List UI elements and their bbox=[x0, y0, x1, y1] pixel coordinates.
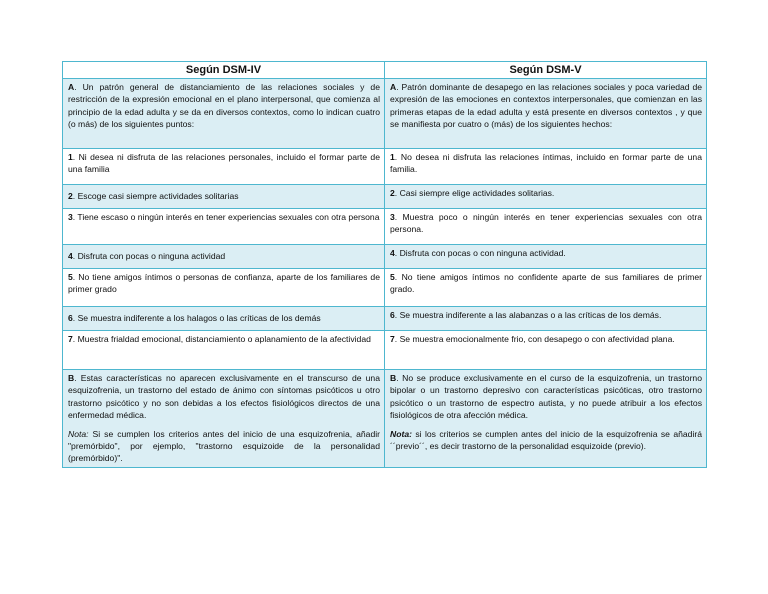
criterion-cell-dsm-v: 3. Muestra poco o ningún interés en tener experiencias sexuales con otra persona. bbox=[385, 209, 707, 245]
header-dsm-iv: Según DSM-IV bbox=[63, 62, 385, 79]
criterion-cell-dsm-iv: 5. No tiene amigos íntimos o personas de confianza, aparte de los familiares de primer grado bbox=[63, 269, 385, 307]
criterion-cell-dsm-iv: 3. Tiene escaso o ningún interés en tener experiencias sexuales con otra persona bbox=[63, 209, 385, 245]
criterion-cell-dsm-v: 5. No tiene amigos íntimos no confidente aparte de sus familiares de primer grado. bbox=[385, 269, 707, 307]
criterion-cell-dsm-iv: 6. Se muestra indiferente a los halagos o las críticas de los demás bbox=[63, 307, 385, 331]
table-row bbox=[63, 185, 707, 209]
criterion-cell-dsm-iv: 4. Disfruta con pocas o ninguna actividad bbox=[63, 245, 385, 269]
header-dsm-v: Según DSM-V bbox=[385, 62, 707, 79]
table-row bbox=[63, 209, 707, 245]
table-row bbox=[63, 331, 707, 370]
criterion-cell-dsm-iv: A. Un patrón general de distanciamiento de las relaciones sociales y de restricción de la expresión emocional en el plano interpersonal, que comienza al principio de la edad adulta y se da en diversos contextos, como lo indican cuatro (o más) de los siguientes puntos: bbox=[63, 79, 385, 149]
criterion-cell-dsm-v: 7. Se muestra emocionalmente frio, con desapego o con afectividad plana. bbox=[385, 331, 707, 370]
criterion-cell-dsm-v bbox=[385, 370, 707, 468]
comparison-table bbox=[62, 61, 707, 468]
criterion-cell-dsm-iv bbox=[63, 370, 385, 468]
criterion-cell-dsm-v: 2. Casi siempre elige actividades solitarias. bbox=[385, 185, 707, 209]
criterion-b-text: B. Estas características no aparecen exclusivamente en el transcurso de una esquizofrenia, un trastorno del estado de ánimo con síntomas psicóticos u otro trastorno psicótico y no son debidas a los efectos fisiológicos directos de una enfermedad médica. bbox=[68, 373, 380, 421]
table-row bbox=[63, 307, 707, 331]
criterion-b-text: B. No se produce exclusivamente en el curso de la esquizofrenia, un trastorno bipolar o un trastorno depresivo con características psicóticas, otro trastorno psicótico o un trastorno de espectro autista, y no puede atribuir a los efectos fisiológicos de otra afección médica. bbox=[390, 373, 702, 421]
criterion-cell-dsm-v: 4. Disfruta con pocas o con ninguna actividad. bbox=[385, 245, 707, 269]
criterion-cell-dsm-iv: 2. Escoge casi siempre actividades solitarias bbox=[63, 185, 385, 209]
criterion-cell-dsm-v: 1. No desea ni disfruta las relaciones íntimas, incluido en formar parte de una familia. bbox=[385, 149, 707, 185]
table-row bbox=[63, 79, 707, 149]
table-row bbox=[63, 245, 707, 269]
header-row bbox=[63, 62, 707, 79]
criterion-cell-dsm-iv: 1. Ni desea ni disfruta de las relaciones personales, incluido el formar parte de una familia bbox=[63, 149, 385, 185]
table-row bbox=[63, 149, 707, 185]
criterion-cell-dsm-iv: 7. Muestra frialdad emocional, distanciamiento o aplanamiento de la afectividad bbox=[63, 331, 385, 370]
table-row bbox=[63, 370, 707, 468]
criterion-note: Nota: si los criterios se cumplen antes del inicio de la esquizofrenia se añadirá ´´previo´´, es decir trastorno de la personalidad esquizoide (previo). bbox=[390, 428, 702, 452]
criterion-cell-dsm-v: 6. Se muestra indiferente a las alabanzas o a las críticas de los demás. bbox=[385, 307, 707, 331]
criterion-note: Nota: Si se cumplen los criterios antes del inicio de una esquizofrenia, añadir "premórbido", por ejemplo, "trastorno esquizoide de la personalidad (premórbido)". bbox=[68, 428, 380, 464]
table-row bbox=[63, 269, 707, 307]
criterion-cell-dsm-v: A. Patrón dominante de desapego en las relaciones sociales y poca variedad de expresión de las emociones en contextos interpersonales, que comienzan en las primeras etapas de la edad adulta y está presente en diversos contextos , y que se manifiesta por cuatro o (más) de los siguientes hechos: bbox=[385, 79, 707, 149]
